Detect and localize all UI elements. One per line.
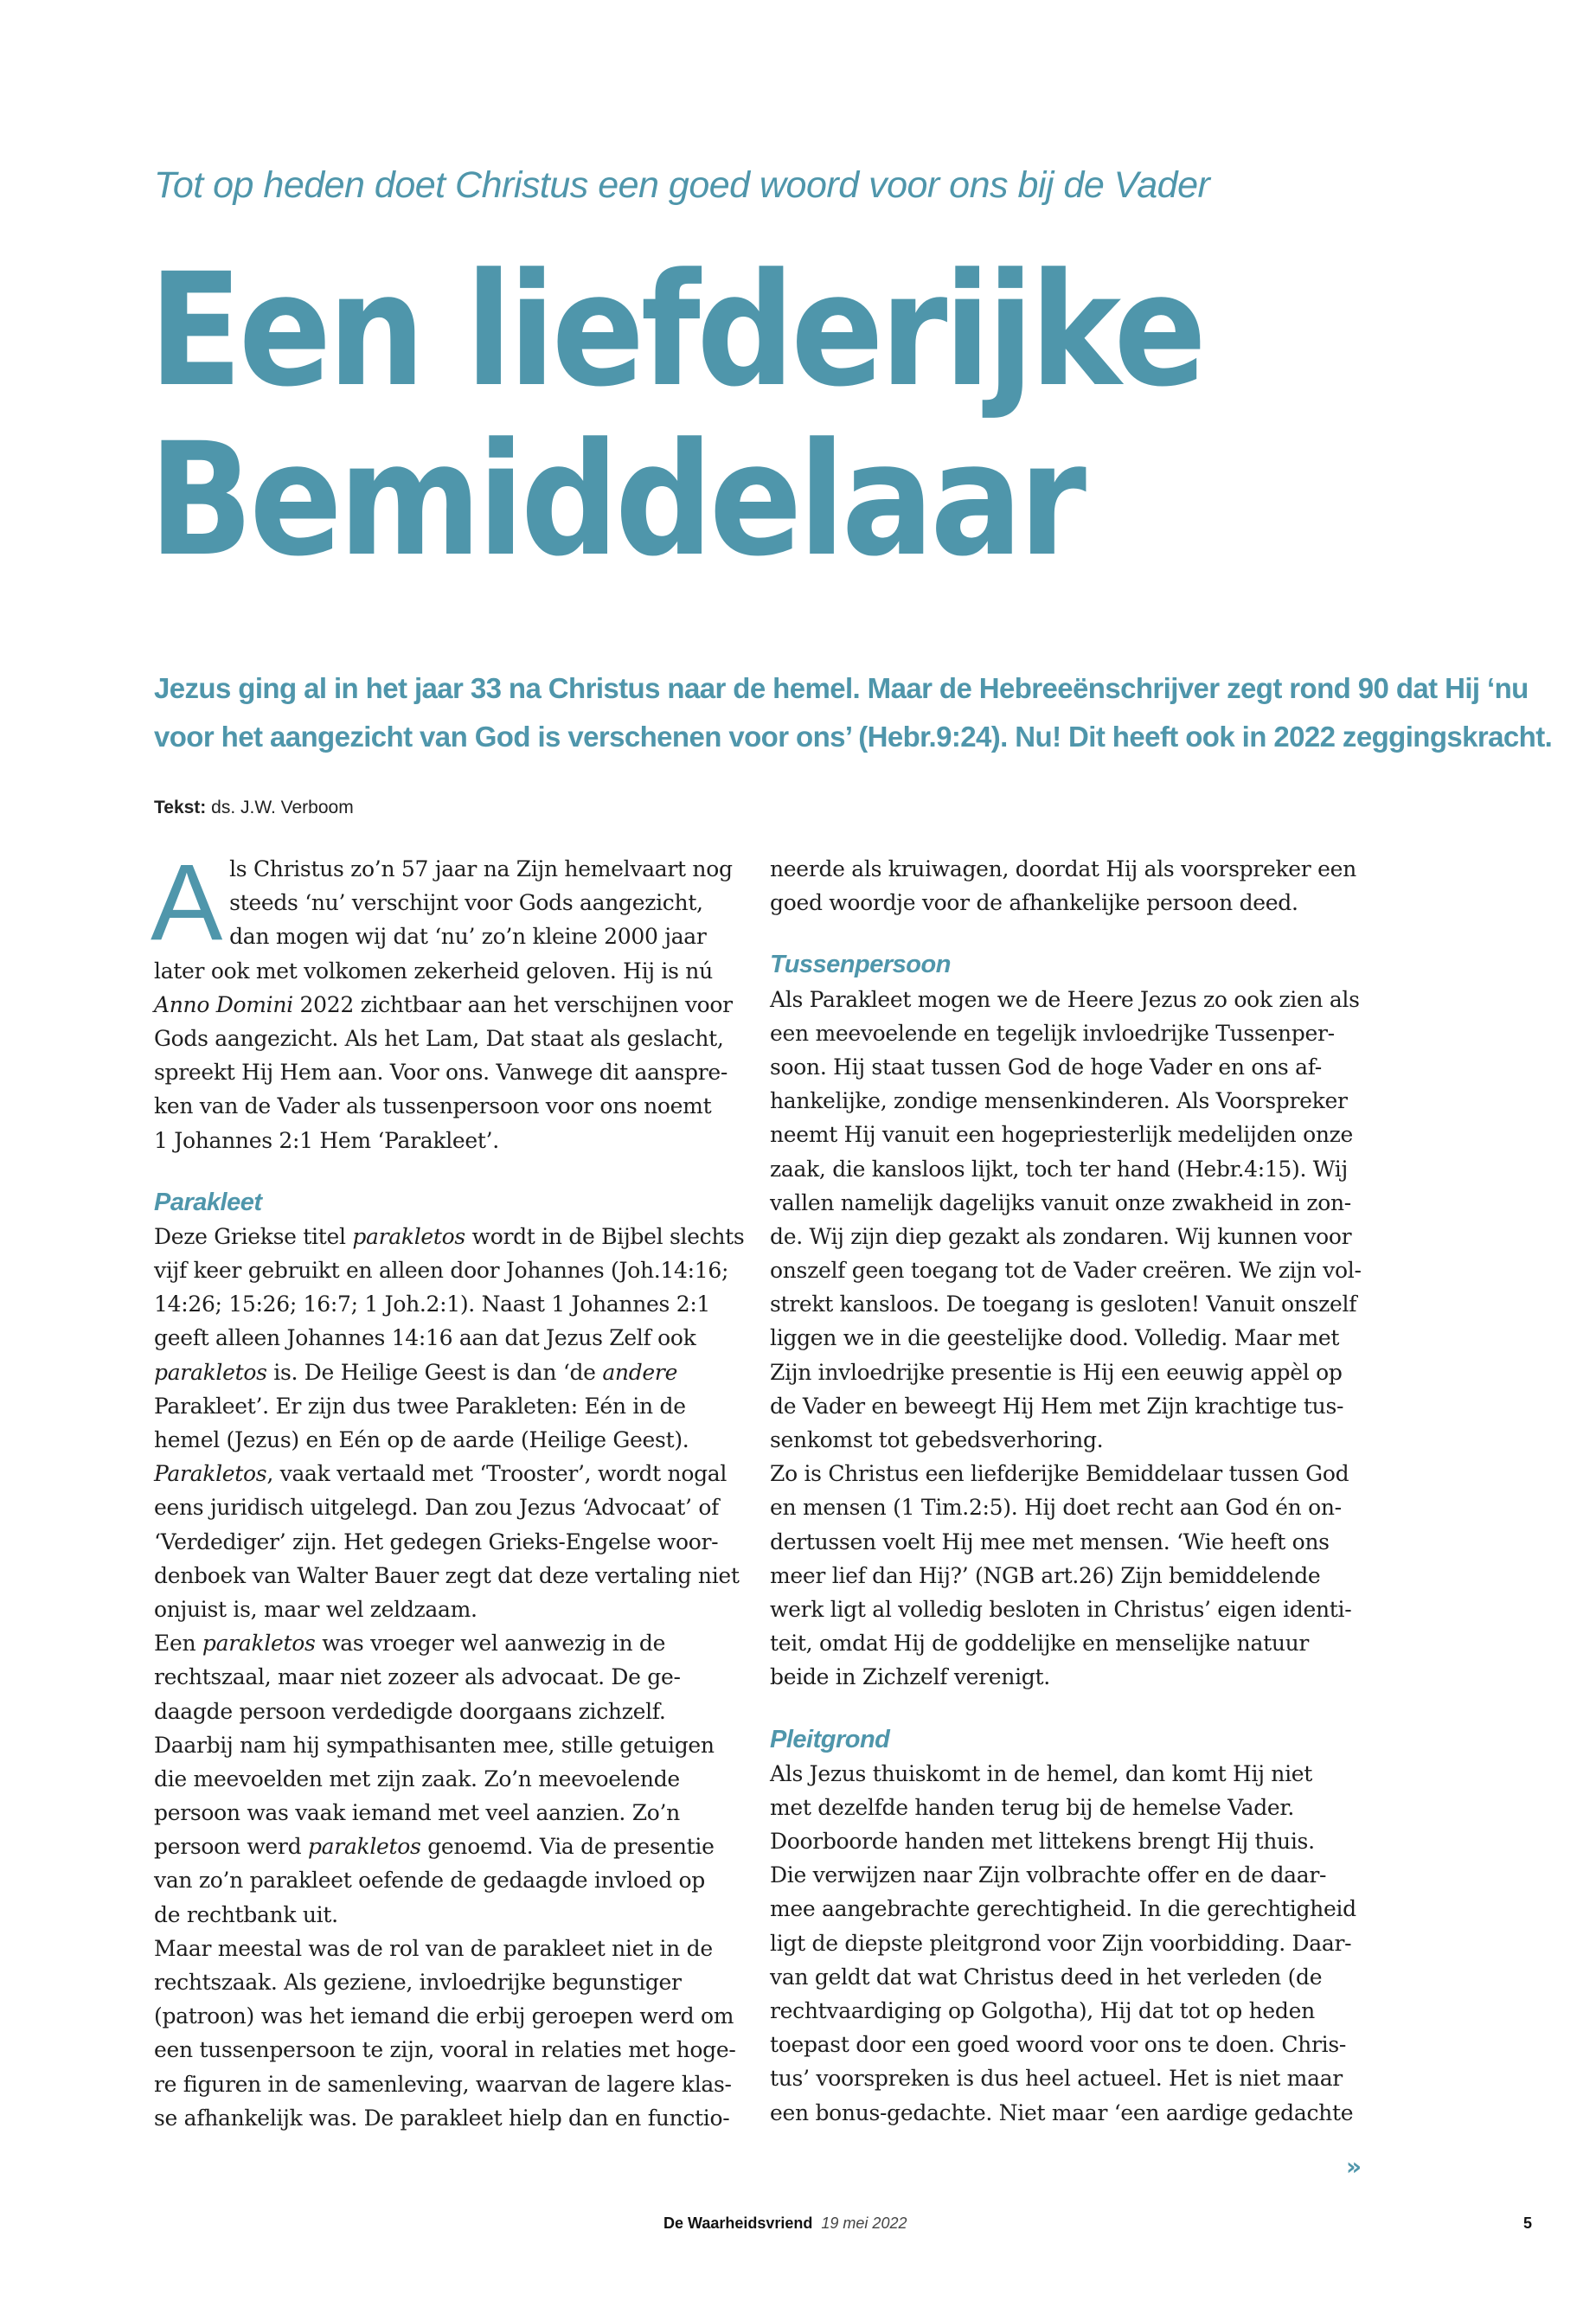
italic-term: parakletos: [154, 1359, 267, 1385]
text-line: zaak, die kansloos lijkt, toch ter hand (Hebr.4:15). Wij: [770, 1156, 1348, 1182]
section-heading-tussenpersoon: Tussenpersoon: [770, 951, 951, 979]
text-line: werk ligt al volledig besloten in Christus’ eigen identi-: [770, 1596, 1352, 1622]
article-intro: [154, 664, 1553, 761]
text-span: Deze Griekse titel: [154, 1223, 353, 1249]
italic-term: parakletos: [202, 1631, 316, 1657]
text-line: Doorboorde handen met littekens brengt Hij thuis.: [770, 1829, 1315, 1855]
section-heading-parakleet: Parakleet: [154, 1188, 262, 1216]
text-line: [154, 1356, 760, 1389]
text-line: vallen namelijk dagelijks vanuit onze zwakheid in zon-: [770, 1189, 1351, 1215]
text-line: van zo’n parakleet oefende de gedaagde invloed op: [154, 1868, 705, 1894]
text-line: meer lief dan Hij?’ (NGB art.26) Zijn bemiddelende: [770, 1562, 1321, 1588]
right-intro: [770, 852, 1375, 920]
text-line: Zo is Christus een liefderijke Bemiddelaar tussen God: [770, 1461, 1349, 1487]
text-line: rechtvaardiging op Golgotha), Hij dat tot op heden: [770, 1998, 1315, 2023]
text-line: [154, 1457, 760, 1490]
text-line: mee aangebrachte gerechtigheid. In die gerechtigheid: [770, 1896, 1356, 1922]
text-line: (patroon) was het iemand die erbij geroepen werd om: [154, 2003, 734, 2029]
text-line: denboek van Walter Bauer zegt dat deze vertaling niet: [154, 1562, 740, 1588]
title-line-1: Een liefderijke: [149, 240, 1203, 421]
text-line: [154, 1220, 760, 1253]
text-line: dertussen voelt Hij mee met mensen. ‘Wie heeft ons: [770, 1529, 1330, 1554]
text-line: Maar meestal was de rol van de parakleet niet in de: [154, 1935, 713, 1961]
text-line: onjuist is, maar wel zeldzaam.: [154, 1596, 478, 1622]
text-line: geeft alleen Johannes 14:16 aan dat Jezus Zelf ook: [154, 1325, 696, 1351]
text-line: 1 Johannes 2:1 Hem ‘Parakleet’.: [154, 1127, 499, 1153]
text-line: Als Jezus thuiskomt in de hemel, dan komt Hij niet: [770, 1760, 1313, 1786]
text-line: steeds ‘nu’ verschijnt voor Gods aangezicht,: [229, 890, 703, 916]
drop-cap: A: [151, 843, 223, 963]
text-line: teit, omdat Hij de goddelijke en menselijke natuur: [770, 1631, 1310, 1657]
italic-term: parakletos: [352, 1223, 465, 1249]
text-line: Parakleet’. Er zijn dus twee Parakleten: Eén in de: [154, 1393, 686, 1419]
left-column: [151, 843, 760, 2135]
italic-term: Anno Domini: [154, 991, 293, 1017]
intro-line: voor het aangezicht van God is verschenen voor ons’ (Hebr.9:24). Nu! Dit heeft ook in 2022 zeggingskracht.: [154, 721, 1553, 753]
text-span: 2022 zichtbaar aan het verschijnen voor: [292, 991, 733, 1017]
article-kicker: Tot op heden doet Christus een goed woord voor ons bij de Vader: [154, 164, 1210, 206]
continue-marker: »: [1346, 2152, 1362, 2181]
italic-term: Parakletos: [154, 1461, 267, 1487]
text-line: Als Parakleet mogen we de Heere Jezus zo ook zien als: [770, 986, 1360, 1012]
text-line: Die verwijzen naar Zijn volbrachte offer en de daar-: [770, 1862, 1327, 1888]
byline-author: ds. J.W. Verboom: [211, 798, 354, 817]
text-line: soon. Hij staat tussen God de hoge Vader en ons af-: [770, 1054, 1322, 1080]
text-line: beide in Zichzelf verenigt.: [770, 1664, 1050, 1690]
text-line: 14:26; 15:26; 16:7; 1 Joh.2:1). Naast 1 Johannes 2:1: [154, 1292, 711, 1317]
text-line: Gods aangezicht. Als het Lam, Dat staat als geslacht,: [154, 1025, 724, 1051]
byline: [154, 798, 354, 818]
section-pleitgrond-body: [770, 1757, 1375, 2130]
text-span: wordt in de Bijbel slechts: [465, 1223, 745, 1249]
text-line: strekt kansloos. De toegang is gesloten! Vanuit onszelf: [770, 1292, 1357, 1317]
text-span: Een: [154, 1631, 202, 1657]
publication-name: De Waarheidsvriend: [663, 2214, 813, 2232]
byline-label: Tekst:: [154, 798, 207, 817]
text-span: is. De Heilige Geest is dan ‘de: [266, 1359, 603, 1385]
text-line: [154, 1626, 760, 1660]
text-line: de Vader en beweegt Hij Hem met Zijn krachtige tus-: [770, 1393, 1344, 1419]
text-line: een tussenpersoon te zijn, vooral in relaties met hoge-: [154, 2037, 736, 2063]
text-line: ken van de Vader als tussenpersoon voor ons noemt: [154, 1093, 712, 1119]
publication-date: 19 mei 2022: [821, 2214, 907, 2232]
text-line: neerde als kruiwagen, doordat Hij als voorspreker een: [770, 856, 1356, 881]
text-line: en mensen (1 Tim.2:5). Hij doet recht aan God én on-: [770, 1495, 1342, 1521]
text-line: [154, 988, 760, 1022]
text-line: later ook met volkomen zekerheid geloven. Hij is nú: [154, 958, 713, 984]
text-line: persoon was vaak iemand met veel aanzien. Zo’n: [154, 1800, 680, 1826]
text-line: se afhankelijk was. De parakleet hielp dan en functio-: [154, 2105, 730, 2131]
text-line: toepast door een goed woord voor ons te doen. Chris-: [770, 2032, 1347, 2058]
text-line: eens juridisch uitgelegd. Dan zou Jezus ‘Advocaat’ of: [154, 1495, 720, 1521]
text-line: goed woordje voor de afhankelijke persoon deed.: [770, 890, 1298, 916]
italic-term: parakletos: [307, 1834, 421, 1860]
text-line: liggen we in die geestelijke dood. Volledig. Maar met: [770, 1325, 1340, 1351]
text-line: van geldt dat wat Christus deed in het verleden (de: [770, 1964, 1323, 1990]
text-line: hemel (Jezus) en Eén op de aarde (Heilige Geest).: [154, 1427, 689, 1452]
italic-term: andere: [602, 1359, 678, 1385]
right-column: [770, 852, 1375, 2130]
text-line: neemt Hij vanuit een hogepriesterlijk medelijden onze: [770, 1122, 1354, 1148]
text-span: persoon werd: [154, 1834, 308, 1860]
text-line: spreekt Hij Hem aan. Voor ons. Vanwege dit aanspre-: [154, 1060, 728, 1086]
text-line: dan mogen wij dat ‘nu’ zo’n kleine 2000 jaar: [229, 924, 707, 950]
text-line: ligt de diepste pleitgrond voor Zijn voorbidding. Daar-: [770, 1930, 1352, 1956]
text-span: genoemd. Via de presentie: [420, 1834, 715, 1860]
text-line: Zijn invloedrijke presentie is Hij een eeuwig appèl op: [770, 1359, 1343, 1385]
text-line: met dezelfde handen terug bij de hemelse Vader.: [770, 1794, 1294, 1820]
text-line: onszelf geen toegang tot de Vader creëren. We zijn vol-: [770, 1258, 1362, 1284]
intro-line: Jezus ging al in het jaar 33 na Christus naar de hemel. Maar de Hebreeënschrijver zegt rond 90 dat Hij ‘nu: [154, 672, 1529, 704]
text-line: rechtszaak. Als geziene, invloedrijke begunstiger: [154, 1970, 682, 1995]
text-line: daagde persoon verdedigde doorgaans zichzelf.: [154, 1698, 666, 1724]
text-line: re figuren in de samenleving, waarvan de lagere klas-: [154, 2071, 732, 2097]
text-line: ls Christus zo’n 57 jaar na Zijn hemelvaart nog: [229, 856, 733, 881]
text-line: ‘Verdediger’ zijn. Het gedegen Grieks-Engelse woor-: [154, 1529, 719, 1554]
title-line-2: Bemiddelaar: [149, 410, 1083, 591]
text-line: Daarbij nam hij sympathisanten mee, stille getuigen: [154, 1732, 715, 1758]
text-line: een meevoelende en tegelijk invloedrijke Tussenper-: [770, 1020, 1335, 1046]
text-line: tus’ voorspreken is dus heel actueel. Het is niet maar: [770, 2066, 1343, 2092]
text-line: die meevoelden met zijn zaak. Zo’n meevoelende: [154, 1766, 680, 1791]
text-line: een bonus-gedachte. Niet maar ‘een aardige gedachte: [770, 2099, 1354, 2125]
footer-publication: [663, 2214, 907, 2233]
text-span: was vroeger wel aanwezig in de: [315, 1631, 666, 1657]
text-line: de rechtbank uit.: [154, 1901, 338, 1927]
text-line: rechtszaal, maar niet zozeer als advocaat. De ge-: [154, 1664, 681, 1690]
text-line: senkomst tot gebedsverhoring.: [770, 1427, 1104, 1452]
text-line: de. Wij zijn diep gezakt als zondaren. Wij kunnen voor: [770, 1223, 1352, 1249]
text-span: , vaak vertaald met ‘Trooster’, wordt nogal: [266, 1461, 727, 1487]
text-line: [154, 1830, 760, 1863]
page-number: 5: [1523, 2214, 1533, 2232]
section-tussenpersoon-body: [770, 983, 1375, 1695]
text-line: vijf keer gebruikt en alleen door Johannes (Joh.14:16;: [154, 1258, 729, 1284]
text-line: hankelijke, zondige mensenkinderen. Als Voorspreker: [770, 1088, 1348, 1114]
article-title: [149, 240, 1367, 591]
section-heading-pleitgrond: Pleitgrond: [770, 1725, 890, 1753]
